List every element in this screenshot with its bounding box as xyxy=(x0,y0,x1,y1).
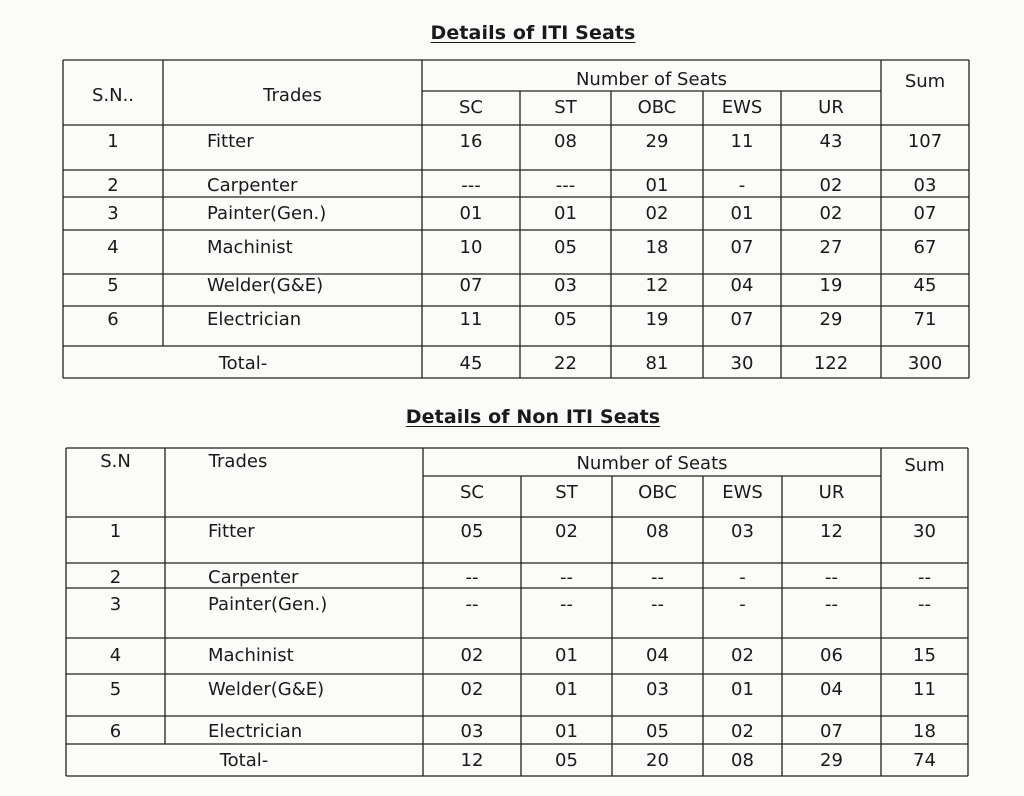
total-value: 29 xyxy=(820,750,843,771)
row-value: 43 xyxy=(819,131,843,152)
row-trade: Fitter xyxy=(208,521,255,542)
row-value: -- xyxy=(560,567,573,588)
non-iti-seats-title: Details of Non ITI Seats xyxy=(405,406,661,428)
row-value: 29 xyxy=(819,309,843,330)
row-trade: Fitter xyxy=(207,131,254,152)
row-value: 12 xyxy=(820,521,843,542)
row-sn: 3 xyxy=(109,594,122,615)
header-ur: UR xyxy=(818,97,844,118)
row-value: 03 xyxy=(554,275,577,296)
row-value: 02 xyxy=(645,203,669,224)
row-sum: 45 xyxy=(913,275,937,296)
header-sum: Sum xyxy=(904,455,945,476)
row-value: 01 xyxy=(555,645,578,666)
row-sn: 6 xyxy=(107,309,119,330)
row-value: 11 xyxy=(730,131,754,152)
row-sum: 15 xyxy=(913,645,936,666)
row-value: 04 xyxy=(646,645,669,666)
row-value: - xyxy=(739,594,746,615)
row-value: 01 xyxy=(554,203,577,224)
header-sn: S.N.. xyxy=(91,85,135,106)
row-sn: 1 xyxy=(107,131,119,152)
row-value: 01 xyxy=(555,679,578,700)
row-value: 05 xyxy=(554,309,577,330)
row-trade: Welder(G&E) xyxy=(207,275,324,296)
row-sum: 71 xyxy=(913,309,937,330)
row-value: 07 xyxy=(730,309,754,330)
row-value: - xyxy=(739,567,746,588)
row-sum: 107 xyxy=(907,131,943,152)
row-value: 04 xyxy=(730,275,754,296)
row-value: -- xyxy=(651,594,664,615)
row-sum: 07 xyxy=(913,203,937,224)
total-value: 12 xyxy=(460,750,484,771)
row-value: 03 xyxy=(646,679,669,700)
row-value: 29 xyxy=(645,131,669,152)
row-value: -- xyxy=(651,567,664,588)
total-label: Total- xyxy=(219,750,269,771)
row-value: 12 xyxy=(645,275,669,296)
row-value: 18 xyxy=(645,237,669,258)
header-trades: Trades xyxy=(263,85,322,106)
row-value: -- xyxy=(465,567,479,588)
row-value: 02 xyxy=(460,679,484,700)
row-value: 01 xyxy=(645,175,669,196)
row-value: -- xyxy=(560,594,573,615)
total-value: 22 xyxy=(554,353,577,374)
row-trade: Machinist xyxy=(207,237,293,258)
row-value: 16 xyxy=(459,131,483,152)
row-value: --- xyxy=(461,175,481,196)
row-value: 02 xyxy=(460,645,484,666)
row-sum: -- xyxy=(918,567,931,588)
row-value: 02 xyxy=(731,721,754,742)
header-sc: SC xyxy=(459,97,483,118)
row-trade: Electrician xyxy=(208,721,303,742)
row-value: 04 xyxy=(820,679,843,700)
row-trade: Painter(Gen.) xyxy=(208,594,328,615)
row-value: - xyxy=(738,175,746,196)
row-value: 07 xyxy=(730,237,754,258)
row-value: 01 xyxy=(731,679,754,700)
row-value: -- xyxy=(465,594,479,615)
header-obc: OBC xyxy=(637,97,677,118)
total-value: 45 xyxy=(459,353,483,374)
row-value: 07 xyxy=(459,275,483,296)
row-trade: Welder(G&E) xyxy=(208,679,325,700)
row-value: 19 xyxy=(819,275,843,296)
header-ur: UR xyxy=(818,482,845,503)
row-sum: 30 xyxy=(913,521,936,542)
total-value: 30 xyxy=(730,353,754,374)
row-value: 01 xyxy=(555,721,578,742)
header-obc: OBC xyxy=(638,482,677,503)
row-trade: Machinist xyxy=(208,645,294,666)
row-sn: 2 xyxy=(107,175,119,196)
row-value: 05 xyxy=(554,237,577,258)
header-ews: EWS xyxy=(721,97,763,118)
row-value: 11 xyxy=(459,309,483,330)
row-value: -- xyxy=(825,594,838,615)
total-sum: 300 xyxy=(907,353,943,374)
row-trade: Painter(Gen.) xyxy=(207,203,327,224)
row-trade: Electrician xyxy=(207,309,302,330)
row-sn: 5 xyxy=(109,679,122,700)
row-value: 05 xyxy=(460,521,484,542)
row-trade: Carpenter xyxy=(208,567,299,588)
row-sum: 67 xyxy=(913,237,937,258)
row-sn: 3 xyxy=(107,203,119,224)
row-value: 01 xyxy=(730,203,754,224)
total-value: 122 xyxy=(813,353,849,374)
header-number-of-seats: Number of Seats xyxy=(576,453,728,474)
total-value: 81 xyxy=(645,353,669,374)
row-value: 02 xyxy=(819,203,843,224)
row-value: -- xyxy=(825,567,838,588)
row-value: 07 xyxy=(820,721,843,742)
row-value: 08 xyxy=(646,521,669,542)
row-value: 10 xyxy=(459,237,483,258)
iti-seats-table xyxy=(63,60,969,378)
header-ews: EWS xyxy=(722,482,763,503)
row-value: 02 xyxy=(819,175,843,196)
row-sn: 1 xyxy=(109,521,122,542)
total-value: 05 xyxy=(555,750,578,771)
header-sum: Sum xyxy=(904,71,946,92)
row-sn: 4 xyxy=(107,237,119,258)
row-value: 19 xyxy=(645,309,669,330)
header-number-of-seats: Number of Seats xyxy=(575,69,728,90)
row-sum: 11 xyxy=(913,679,936,700)
total-value: 20 xyxy=(646,750,669,771)
row-value: 02 xyxy=(731,645,754,666)
row-value: 27 xyxy=(819,237,843,258)
header-sc: SC xyxy=(460,482,484,503)
row-sn: 6 xyxy=(109,721,122,742)
header-sn: S.N xyxy=(100,451,131,472)
row-value: 06 xyxy=(820,645,843,666)
row-sum: 18 xyxy=(913,721,936,742)
row-sn: 4 xyxy=(109,645,122,666)
total-sum: 74 xyxy=(913,750,936,771)
row-sn: 2 xyxy=(109,567,122,588)
row-value: 03 xyxy=(460,721,484,742)
total-label: Total- xyxy=(218,353,268,374)
total-value: 08 xyxy=(731,750,754,771)
iti-seats-title: Details of ITI Seats xyxy=(430,22,636,44)
row-sum: 03 xyxy=(913,175,937,196)
header-trades: Trades xyxy=(208,451,268,472)
header-st: ST xyxy=(555,482,578,503)
row-sn: 5 xyxy=(107,275,119,296)
row-value: 05 xyxy=(646,721,669,742)
row-value: 08 xyxy=(554,131,577,152)
row-value: --- xyxy=(555,175,576,196)
row-value: 02 xyxy=(555,521,578,542)
row-sum: -- xyxy=(918,594,931,615)
row-value: 01 xyxy=(459,203,483,224)
non-iti-seats-table xyxy=(66,448,968,776)
row-value: 03 xyxy=(731,521,754,542)
header-st: ST xyxy=(554,97,577,118)
row-trade: Carpenter xyxy=(207,175,298,196)
